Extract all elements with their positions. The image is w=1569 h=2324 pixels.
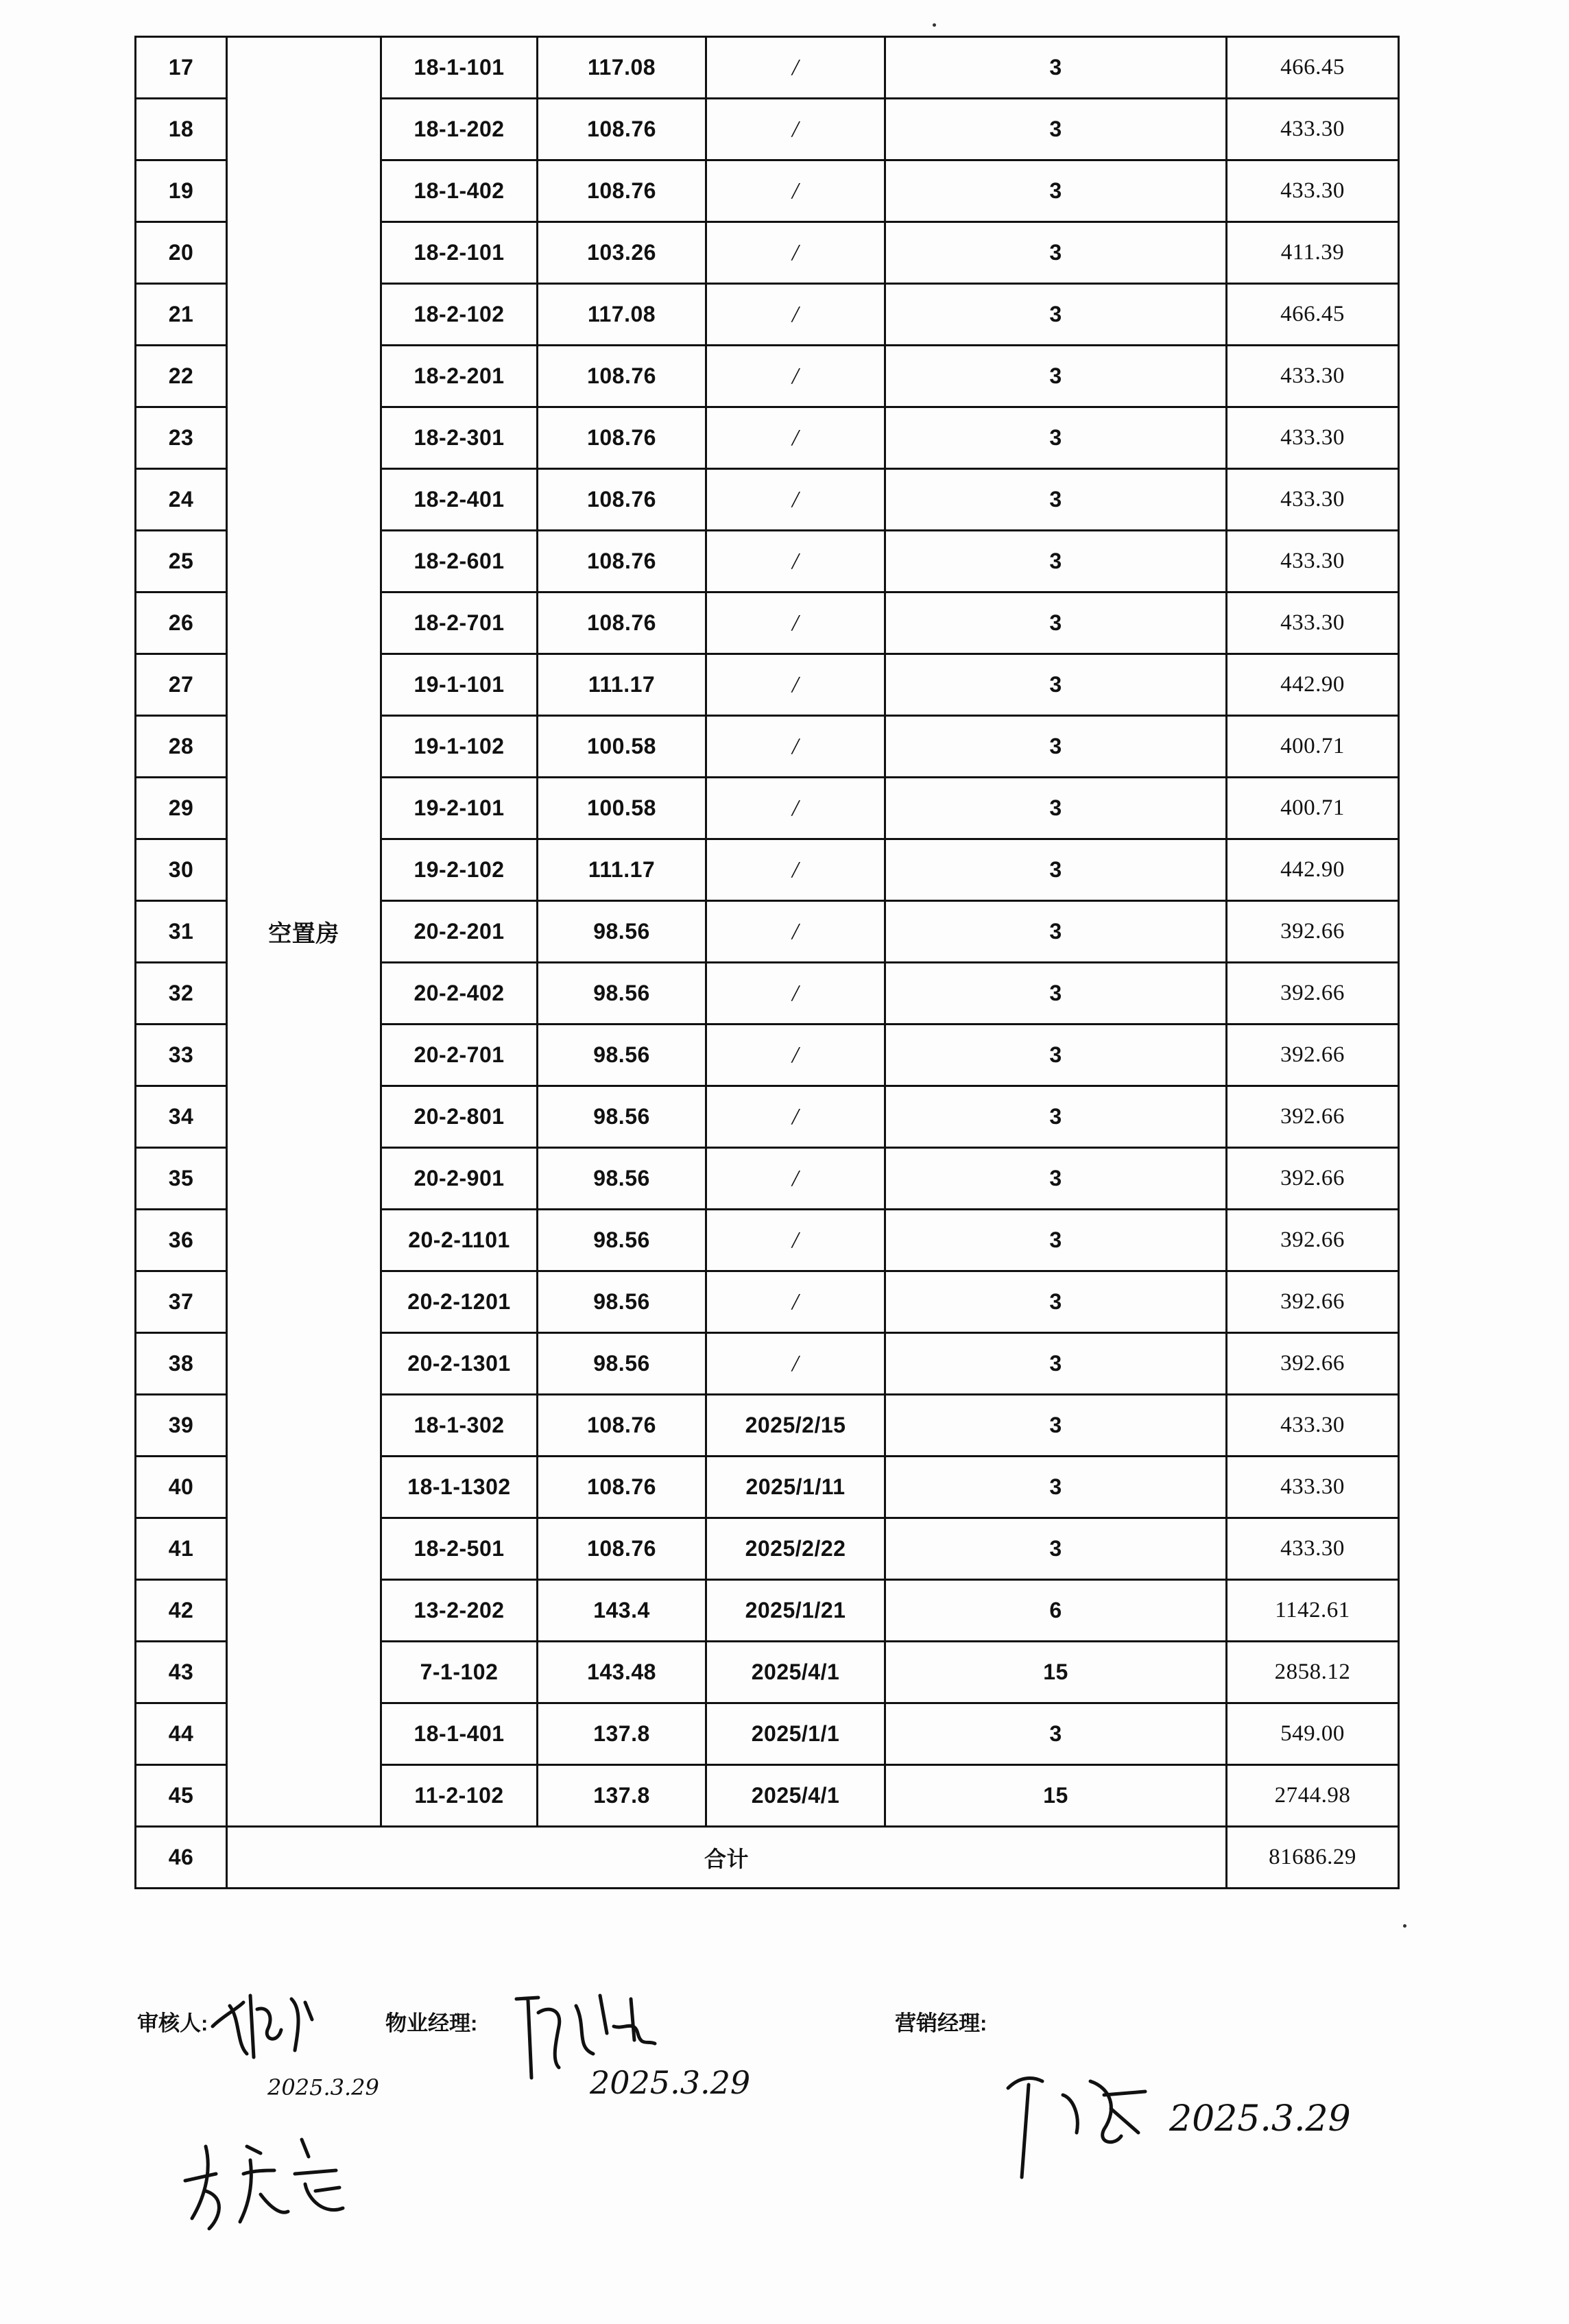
months-cell: 15	[885, 1765, 1227, 1827]
room-number-cell: 19-2-101	[381, 778, 538, 839]
area-cell: 143.4	[538, 1580, 706, 1642]
amount-cell: 549.00	[1227, 1703, 1399, 1765]
amount-cell: 392.66	[1227, 901, 1399, 963]
table-row	[136, 37, 1399, 99]
area-cell: 108.76	[538, 99, 706, 160]
date-cell: /	[706, 839, 885, 901]
date-cell: /	[706, 1025, 885, 1086]
signature-section	[137, 1992, 1440, 2294]
room-number-cell: 13-2-202	[381, 1580, 538, 1642]
months-cell: 3	[885, 99, 1227, 160]
marketing-manager-label: 营销经理:	[895, 2011, 987, 2035]
row-number-cell: 30	[136, 839, 227, 901]
amount-cell: 433.30	[1227, 592, 1399, 654]
room-number-cell: 20-2-201	[381, 901, 538, 963]
row-number-cell: 28	[136, 716, 227, 778]
area-cell: 108.76	[538, 407, 706, 469]
date-cell: /	[706, 592, 885, 654]
amount-cell: 392.66	[1227, 1271, 1399, 1333]
date-cell: 2025/2/22	[706, 1518, 885, 1580]
amount-cell: 433.30	[1227, 1395, 1399, 1457]
area-cell: 108.76	[538, 531, 706, 592]
room-number-cell: 19-1-101	[381, 654, 538, 716]
vacancy-fee-table	[134, 36, 1400, 1889]
room-number-cell: 18-1-401	[381, 1703, 538, 1765]
months-cell: 3	[885, 160, 1227, 222]
scan-speck	[1403, 1924, 1406, 1928]
row-number-cell: 24	[136, 469, 227, 531]
row-number-cell: 35	[136, 1148, 227, 1210]
months-cell: 3	[885, 284, 1227, 346]
row-number-cell: 42	[136, 1580, 227, 1642]
room-number-cell: 18-2-601	[381, 531, 538, 592]
row-number-cell: 45	[136, 1765, 227, 1827]
area-cell: 111.17	[538, 654, 706, 716]
room-number-cell: 18-2-701	[381, 592, 538, 654]
area-cell: 108.76	[538, 1518, 706, 1580]
amount-cell: 392.66	[1227, 1148, 1399, 1210]
months-cell: 3	[885, 1086, 1227, 1148]
area-cell: 108.76	[538, 346, 706, 407]
amount-cell: 433.30	[1227, 1518, 1399, 1580]
date-cell: /	[706, 531, 885, 592]
months-cell: 3	[885, 901, 1227, 963]
months-cell: 3	[885, 222, 1227, 284]
row-number-cell: 29	[136, 778, 227, 839]
date-cell: /	[706, 901, 885, 963]
row-number-cell: 21	[136, 284, 227, 346]
area-cell: 98.56	[538, 1210, 706, 1271]
total-row-number: 46	[136, 1827, 227, 1889]
months-cell: 3	[885, 1271, 1227, 1333]
row-number-cell: 23	[136, 407, 227, 469]
row-number-cell: 27	[136, 654, 227, 716]
row-number-cell: 36	[136, 1210, 227, 1271]
amount-cell: 2858.12	[1227, 1642, 1399, 1703]
room-number-cell: 20-2-1101	[381, 1210, 538, 1271]
reviewer-date: 2025.3.29	[267, 2074, 379, 2100]
area-cell: 98.56	[538, 1333, 706, 1395]
area-cell: 143.48	[538, 1642, 706, 1703]
date-cell: /	[706, 469, 885, 531]
area-cell: 137.8	[538, 1765, 706, 1827]
amount-cell: 2744.98	[1227, 1765, 1399, 1827]
row-number-cell: 34	[136, 1086, 227, 1148]
row-number-cell: 39	[136, 1395, 227, 1457]
months-cell: 3	[885, 1210, 1227, 1271]
area-cell: 98.56	[538, 1086, 706, 1148]
room-number-cell: 18-2-102	[381, 284, 538, 346]
months-cell: 3	[885, 1518, 1227, 1580]
date-cell: /	[706, 407, 885, 469]
months-cell: 3	[885, 778, 1227, 839]
amount-cell: 392.66	[1227, 963, 1399, 1025]
area-cell: 108.76	[538, 469, 706, 531]
category-cell: 空置房	[227, 37, 381, 1827]
date-cell: /	[706, 654, 885, 716]
amount-cell: 433.30	[1227, 99, 1399, 160]
date-cell: 2025/1/1	[706, 1703, 885, 1765]
area-cell: 137.8	[538, 1703, 706, 1765]
total-amount: 81686.29	[1227, 1827, 1399, 1889]
months-cell: 3	[885, 1457, 1227, 1518]
row-number-cell: 18	[136, 99, 227, 160]
months-cell: 3	[885, 716, 1227, 778]
date-cell: 2025/1/21	[706, 1580, 885, 1642]
amount-cell: 442.90	[1227, 839, 1399, 901]
area-cell: 108.76	[538, 1457, 706, 1518]
marketing-manager-date: 2025.3.29	[1169, 2098, 1351, 2140]
amount-cell: 392.66	[1227, 1025, 1399, 1086]
amount-cell: 411.39	[1227, 222, 1399, 284]
room-number-cell: 19-2-102	[381, 839, 538, 901]
room-number-cell: 18-2-101	[381, 222, 538, 284]
months-cell: 3	[885, 37, 1227, 99]
area-cell: 100.58	[538, 716, 706, 778]
row-number-cell: 44	[136, 1703, 227, 1765]
total-label: 合计	[227, 1827, 1227, 1889]
row-number-cell: 17	[136, 37, 227, 99]
months-cell: 3	[885, 1333, 1227, 1395]
area-cell: 111.17	[538, 839, 706, 901]
room-number-cell: 7-1-102	[381, 1642, 538, 1703]
row-number-cell: 32	[136, 963, 227, 1025]
months-cell: 6	[885, 1580, 1227, 1642]
row-number-cell: 25	[136, 531, 227, 592]
date-cell: /	[706, 284, 885, 346]
date-cell: 2025/4/1	[706, 1765, 885, 1827]
room-number-cell: 20-2-402	[381, 963, 538, 1025]
area-cell: 98.56	[538, 1271, 706, 1333]
date-cell: /	[706, 1086, 885, 1148]
date-cell: /	[706, 1210, 885, 1271]
months-cell: 3	[885, 531, 1227, 592]
amount-cell: 433.30	[1227, 160, 1399, 222]
amount-cell: 433.30	[1227, 1457, 1399, 1518]
date-cell: /	[706, 346, 885, 407]
amount-cell: 392.66	[1227, 1210, 1399, 1271]
room-number-cell: 20-2-701	[381, 1025, 538, 1086]
amount-cell: 400.71	[1227, 778, 1399, 839]
months-cell: 3	[885, 407, 1227, 469]
date-cell: /	[706, 99, 885, 160]
area-cell: 98.56	[538, 1148, 706, 1210]
date-cell: /	[706, 1148, 885, 1210]
room-number-cell: 18-2-401	[381, 469, 538, 531]
room-number-cell: 18-1-302	[381, 1395, 538, 1457]
months-cell: 3	[885, 592, 1227, 654]
area-cell: 108.76	[538, 592, 706, 654]
area-cell: 108.76	[538, 160, 706, 222]
area-cell: 98.56	[538, 901, 706, 963]
months-cell: 3	[885, 654, 1227, 716]
area-cell: 98.56	[538, 1025, 706, 1086]
row-number-cell: 43	[136, 1642, 227, 1703]
row-number-cell: 31	[136, 901, 227, 963]
months-cell: 3	[885, 1703, 1227, 1765]
amount-cell: 433.30	[1227, 531, 1399, 592]
months-cell: 15	[885, 1642, 1227, 1703]
room-number-cell: 18-1-402	[381, 160, 538, 222]
room-number-cell: 20-2-1201	[381, 1271, 538, 1333]
row-number-cell: 22	[136, 346, 227, 407]
property-manager-date: 2025.3.29	[590, 2064, 751, 2101]
room-number-cell: 18-1-1302	[381, 1457, 538, 1518]
room-number-cell: 18-1-202	[381, 99, 538, 160]
room-number-cell: 18-2-301	[381, 407, 538, 469]
date-cell: /	[706, 963, 885, 1025]
date-cell: /	[706, 716, 885, 778]
date-cell: /	[706, 222, 885, 284]
row-number-cell: 33	[136, 1025, 227, 1086]
row-number-cell: 20	[136, 222, 227, 284]
room-number-cell: 18-2-201	[381, 346, 538, 407]
area-cell: 98.56	[538, 963, 706, 1025]
months-cell: 3	[885, 1148, 1227, 1210]
date-cell: 2025/1/11	[706, 1457, 885, 1518]
months-cell: 3	[885, 963, 1227, 1025]
room-number-cell: 20-2-1301	[381, 1333, 538, 1395]
room-number-cell: 20-2-901	[381, 1148, 538, 1210]
months-cell: 3	[885, 1395, 1227, 1457]
amount-cell: 442.90	[1227, 654, 1399, 716]
months-cell: 3	[885, 1025, 1227, 1086]
months-cell: 3	[885, 839, 1227, 901]
date-cell: /	[706, 37, 885, 99]
reviewer-signature	[209, 1989, 333, 2064]
table-body	[136, 37, 1399, 1889]
total-row	[136, 1827, 1399, 1889]
area-cell: 117.08	[538, 37, 706, 99]
amount-cell: 392.66	[1227, 1086, 1399, 1148]
amount-cell: 433.30	[1227, 346, 1399, 407]
row-number-cell: 40	[136, 1457, 227, 1518]
row-number-cell: 41	[136, 1518, 227, 1580]
amount-cell: 400.71	[1227, 716, 1399, 778]
date-cell: /	[706, 1333, 885, 1395]
marketing-manager-signature	[1001, 2068, 1179, 2205]
row-number-cell: 26	[136, 592, 227, 654]
date-cell: /	[706, 160, 885, 222]
date-cell: /	[706, 1271, 885, 1333]
area-cell: 108.76	[538, 1395, 706, 1457]
area-cell: 100.58	[538, 778, 706, 839]
property-manager-label: 物业经理:	[385, 2011, 478, 2035]
row-number-cell: 38	[136, 1333, 227, 1395]
months-cell: 3	[885, 469, 1227, 531]
amount-cell: 392.66	[1227, 1333, 1399, 1395]
amount-cell: 433.30	[1227, 469, 1399, 531]
room-number-cell: 19-1-102	[381, 716, 538, 778]
amount-cell: 433.30	[1227, 407, 1399, 469]
months-cell: 3	[885, 346, 1227, 407]
row-number-cell: 19	[136, 160, 227, 222]
row-number-cell: 37	[136, 1271, 227, 1333]
amount-cell: 1142.61	[1227, 1580, 1399, 1642]
reviewer-second-signature	[178, 2133, 377, 2236]
area-cell: 103.26	[538, 222, 706, 284]
reviewer-label: 审核人:	[137, 2011, 208, 2035]
amount-cell: 466.45	[1227, 284, 1399, 346]
room-number-cell: 18-1-101	[381, 37, 538, 99]
room-number-cell: 11-2-102	[381, 1765, 538, 1827]
area-cell: 117.08	[538, 284, 706, 346]
amount-cell: 466.45	[1227, 37, 1399, 99]
scan-speck	[933, 23, 936, 27]
date-cell: 2025/4/1	[706, 1642, 885, 1703]
date-cell: 2025/2/15	[706, 1395, 885, 1457]
room-number-cell: 18-2-501	[381, 1518, 538, 1580]
room-number-cell: 20-2-801	[381, 1086, 538, 1148]
date-cell: /	[706, 778, 885, 839]
